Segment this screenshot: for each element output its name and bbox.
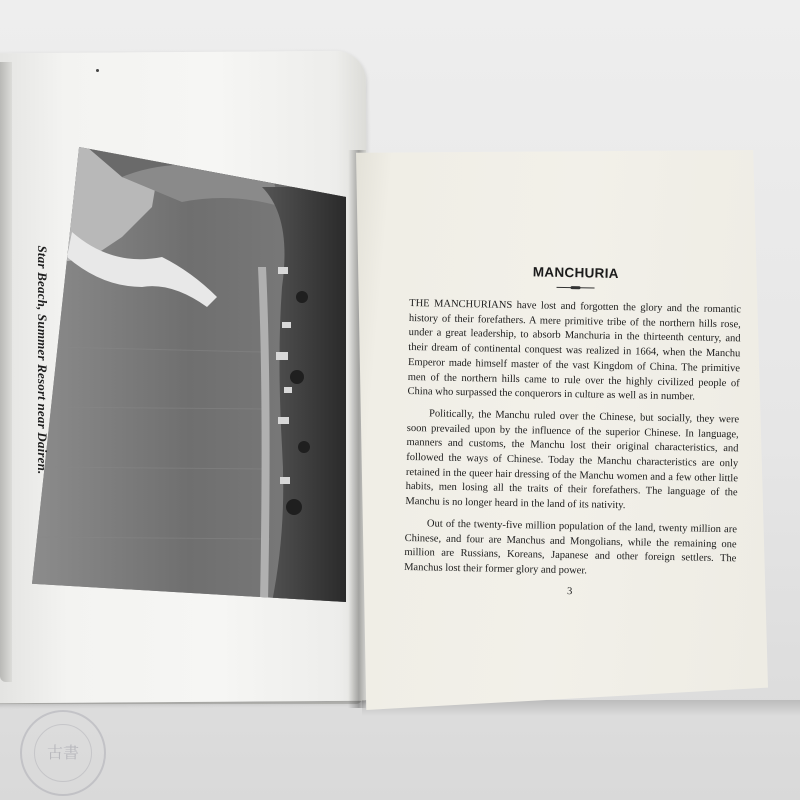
photo-caption: Star Beach, Summer Resort near Dairen. bbox=[35, 245, 50, 475]
page-number: 3 bbox=[566, 585, 573, 597]
paragraph-2: Politically, the Manchu ruled over the Chinese, but socially, they were soon prevailed upon by the influence of the superior Chinese. In language, manners and customs, the Manchu lost their original characteristics, and followed the ways of Chinese. Today the Manchu characteristics are only retained in the queer hair dressing of the Manchu women and a few other little habits, men losing all the traits of their forefathers. The language of the Manchu is no longer heard in the land of its nativity. bbox=[405, 408, 740, 512]
beach-photograph bbox=[32, 147, 346, 602]
paragraph-1: THE MANCHURIANS have lost and forgotten the glory and the romantic history of their forefathers. A mere primitive tribe of the northern hills rose, under a great leadership, to absorb Manchuria in the thirteenth century, and their dream of continental conquest was realized in 1664, when the Manchu Emperor made himself master of the vast Kingdom of China. The primitive men of the northern hills came to rule over the highly civilized people of China who surpassed the conquerors in culture as well as in number. bbox=[407, 297, 742, 403]
title-ornament-rule bbox=[557, 287, 595, 289]
page-text-block bbox=[404, 262, 742, 600]
paragraph-3: Out of the twenty-five million population of the land, twenty million are Chinese, and four are Manchus and Mongolians, while the remaining one million are Russians, Koreans, Japanese and other foreign settlers. The Manchus lost their former glory and power. bbox=[404, 518, 738, 577]
watermark-seal-text: 古書 bbox=[34, 724, 92, 782]
page-title: MANCHURIA bbox=[532, 264, 619, 282]
photo-caption-area bbox=[27, 245, 57, 475]
watermark-seal bbox=[20, 710, 106, 796]
page-speck bbox=[96, 69, 99, 72]
left-page-edge bbox=[0, 62, 12, 682]
